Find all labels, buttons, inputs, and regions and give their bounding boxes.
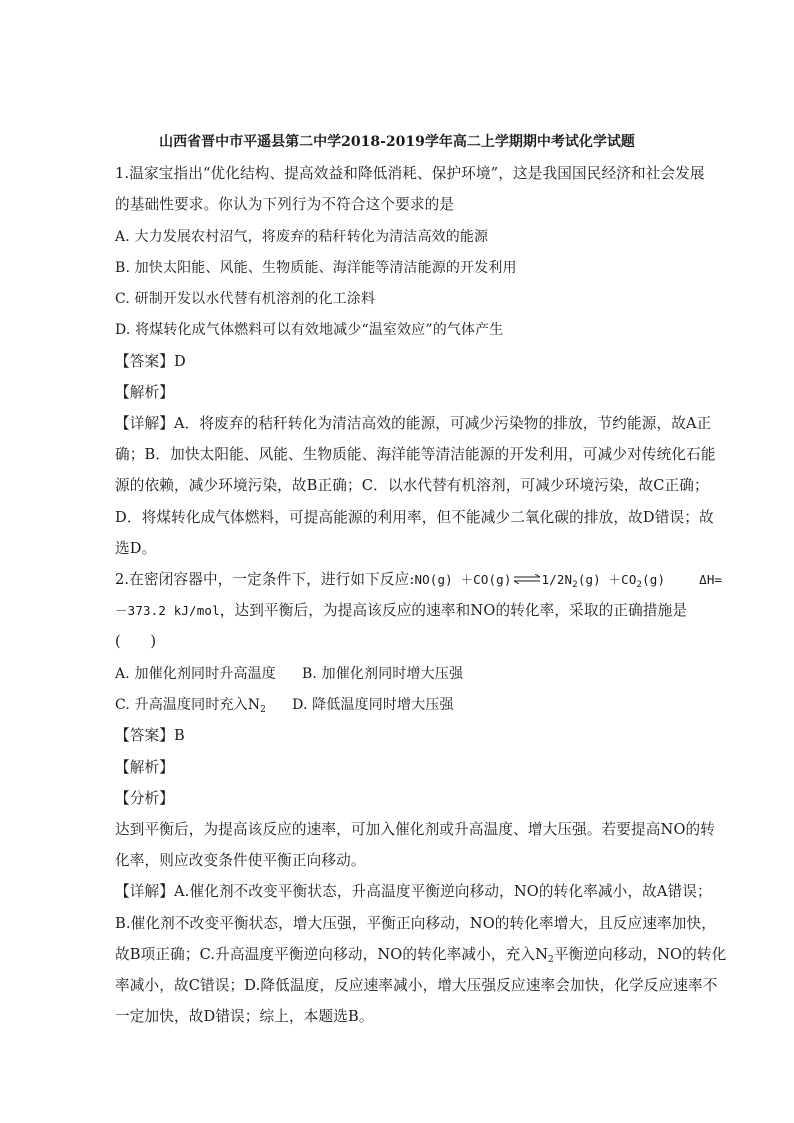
q2-detail-line-4: 率减小，故C错误；D.降低温度，反应速率减小，增大压强反应速率会加快，化学反应速率不 xyxy=(115,977,718,994)
q2-option-b: B. 加催化剂同时增大压强 xyxy=(301,666,464,682)
q2-option-c: C. 升高温度同时充入$N_2$ xyxy=(115,697,267,715)
q2-fenxi-line-2: 化率，则应改变条件使平衡正向移动。 xyxy=(115,852,366,869)
q1-option-b: B. 加快太阳能、风能、生物质能、海洋能等清洁能源的开发利用 xyxy=(115,260,517,276)
q2-enthalpy-label: ΔH= xyxy=(699,572,723,587)
q2-detail-line-3: 故B项正确；C.升高温度平衡逆向移动，NO的转化率减小，充入$N_2$平衡逆向移动，NO的转化 xyxy=(115,946,727,965)
q1-detail-line-3: 源的依赖，减少环境污染，故B正确；C．以水代替有机溶剂，可减少环境污染，故C正确； xyxy=(115,477,709,494)
q2-options-row-2 xyxy=(115,695,454,720)
q2-answer-paren: ( ) xyxy=(115,633,157,650)
document-title: 山西省晋中市平遥县第二中学2018-2019学年高二上学期期中考试化学试题 xyxy=(159,134,635,150)
q2-option-a: A. 加催化剂同时升高温度 xyxy=(115,666,276,682)
q1-stem-line-2: 的基础性要求。你认为下列行为不符合这个要求的是 xyxy=(115,196,455,213)
q1-analysis-heading: 【解析】 xyxy=(115,384,174,401)
q2-fenxi-heading: 【分析】 xyxy=(115,790,174,807)
q1-stem-line-1: 1.温家宝指出“优化结构、提高效益和降低消耗、保护环境”，这是我国国民经济和社会发展 xyxy=(115,165,705,182)
equilibrium-arrow-icon xyxy=(512,569,542,589)
q2-answer: 【答案】B xyxy=(115,727,185,744)
q1-detail-line-5: 选D。 xyxy=(115,540,157,557)
q2-analysis-heading: 【解析】 xyxy=(115,759,174,776)
q2-reactants: NO(g) ＋CO(g) xyxy=(414,572,512,587)
q2-option-d: D. 降低温度同时增大压强 xyxy=(292,697,454,713)
q2-detail-line-2: B.催化剂不改变平衡状态，增大压强，平衡正向移动，NO的转化率增大，且反应速率加快， xyxy=(115,915,716,932)
q1-detail-line-2: 确；B．加快太阳能、风能、生物质能、海洋能等清洁能源的开发利用，可减少对传统化石能 xyxy=(115,446,716,463)
q2-options-row-1 xyxy=(115,664,463,684)
q1-option-c: C. 研制开发以水代替有机溶剂的化工涂料 xyxy=(115,291,376,307)
q1-answer: 【答案】D xyxy=(115,353,186,370)
q2-intro: 2.在密闭容器中，一定条件下，进行如下反应: xyxy=(115,571,415,588)
q2-detail-line-1: 【详解】A.催化剂不改变平衡状态，升高温度平衡逆向移动，NO的转化率减小，故A错误； xyxy=(115,883,712,900)
q2-stem-line-2: －373.2 kJ/mol，达到平衡后，为提高该反应的速率和NO的转化率，采取的正确措施是 xyxy=(115,602,688,619)
q1-option-a: A. 大力发展农村沼气，将废弃的秸秆转化为清洁高效的能源 xyxy=(115,229,489,245)
q2-products: $1/2N_2(g) +CO_2(g)$ xyxy=(541,572,666,590)
q1-detail-line-4: D．将煤转化成气体燃料，可提高能源的利用率，但不能减少二氧化碳的排放，故D错误；故 xyxy=(115,509,714,526)
q2-stem-line-1 xyxy=(115,570,722,595)
q1-detail-line-1: 【详解】A．将废弃的秸秆转化为清洁高效的能源，可减少污染物的排放，节约能源，故A正 xyxy=(115,415,712,432)
q2-fenxi-line-1: 达到平衡后，为提高该反应的速率，可加入催化剂或升高温度、增大压强。若要提高NO的转 xyxy=(115,821,716,838)
q1-option-d: D. 将煤转化成气体燃料可以有效地减少“温室效应”的气体产生 xyxy=(115,322,504,338)
q2-detail-line-5: 一定加快，故D错误；综上，本题选B。 xyxy=(115,1008,374,1025)
q2-enthalpy-value: －373.2 kJ/mol xyxy=(115,603,220,618)
